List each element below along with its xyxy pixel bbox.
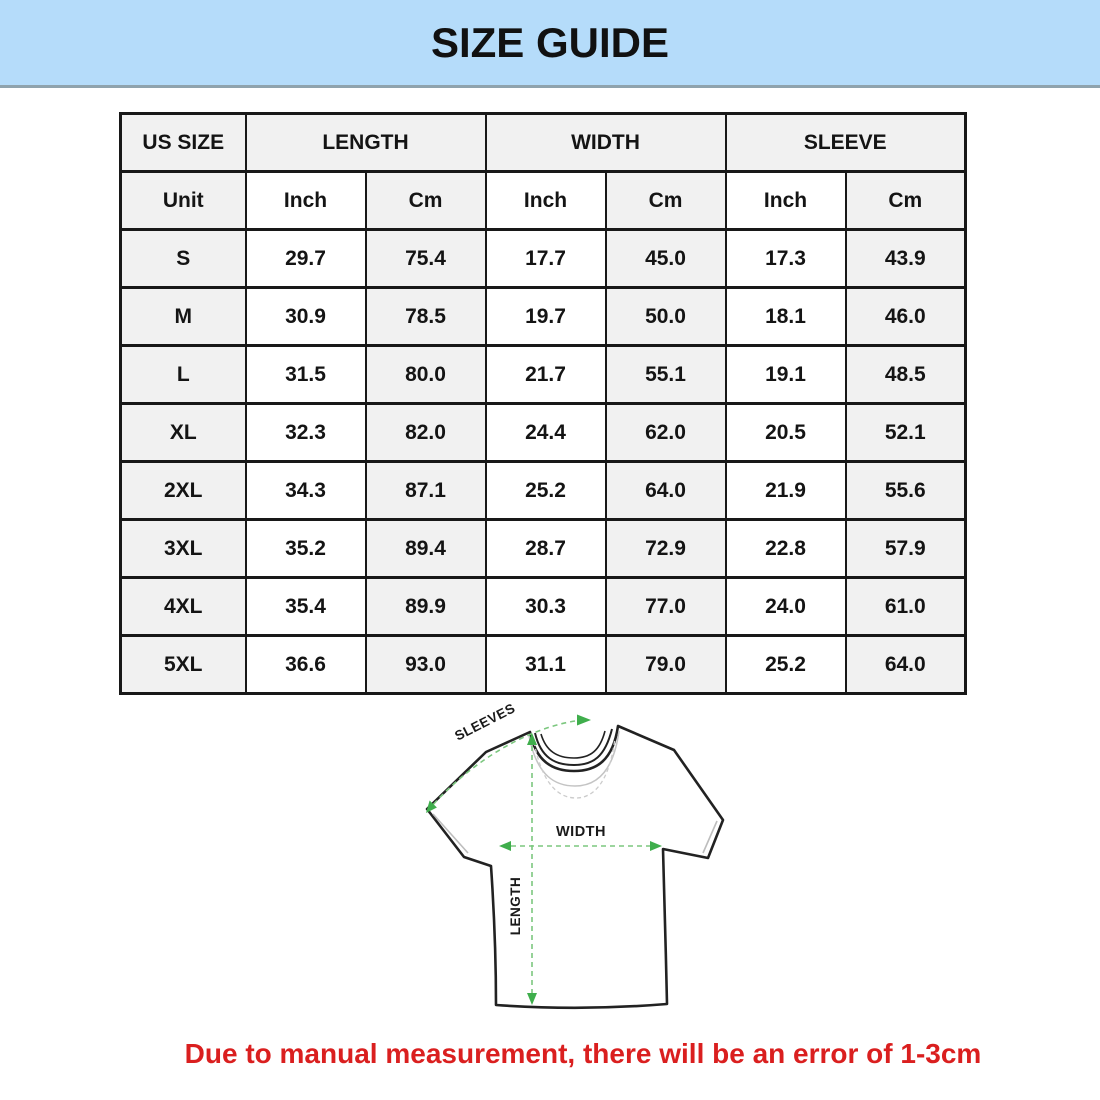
value-cell: 28.7 [486,520,606,578]
value-cell: 82.0 [366,404,486,462]
value-cell: 21.9 [726,462,846,520]
value-cell: 52.1 [846,404,966,462]
length-label: LENGTH [508,876,523,936]
value-cell: 93.0 [366,636,486,694]
size-label: 4XL [121,578,246,636]
unit-length-inch: Inch [246,172,366,230]
size-row-m [121,288,966,346]
measurement-note: Due to manual measurement, there will be an error of 1-3cm [184,1038,982,1069]
value-cell: 77.0 [606,578,726,636]
size-label: M [121,288,246,346]
size-label: S [121,230,246,288]
unit-width-cm: Cm [606,172,726,230]
unit-sleeve-cm: Cm [846,172,966,230]
value-cell: 61.0 [846,578,966,636]
size-row-l [121,346,966,404]
value-cell: 64.0 [846,636,966,694]
value-cell: 20.5 [726,404,846,462]
value-cell: 21.7 [486,346,606,404]
value-cell: 24.0 [726,578,846,636]
value-cell: 35.2 [246,520,366,578]
value-cell: 89.4 [366,520,486,578]
value-cell: 30.9 [246,288,366,346]
value-cell: 19.1 [726,346,846,404]
value-cell: 31.1 [486,636,606,694]
value-cell: 17.7 [486,230,606,288]
value-cell: 32.3 [246,404,366,462]
group-header-row [121,114,966,172]
value-cell: 31.5 [246,346,366,404]
unit-length-cm: Cm [366,172,486,230]
size-row-4xl [121,578,966,636]
width-label: WIDTH [555,824,607,840]
value-cell: 45.0 [606,230,726,288]
unit-width-inch: Inch [486,172,606,230]
value-cell: 30.3 [486,578,606,636]
unit-sleeve-inch: Inch [726,172,846,230]
value-cell: 43.9 [846,230,966,288]
value-cell: 89.9 [366,578,486,636]
value-cell: 55.6 [846,462,966,520]
value-cell: 36.6 [246,636,366,694]
value-cell: 29.7 [246,230,366,288]
value-cell: 72.9 [606,520,726,578]
header-sleeve: SLEEVE [726,114,966,172]
value-cell: 50.0 [606,288,726,346]
value-cell: 80.0 [366,346,486,404]
value-cell: 64.0 [606,462,726,520]
size-table [119,112,967,695]
size-label: 3XL [121,520,246,578]
sleeves-label: SLEEVES [452,700,518,744]
value-cell: 62.0 [606,404,726,462]
unit-label: Unit [121,172,246,230]
tshirt-diagram [390,680,790,1030]
value-cell: 46.0 [846,288,966,346]
value-cell: 48.5 [846,346,966,404]
collar-rib-line [541,731,605,758]
header-length: LENGTH [246,114,486,172]
size-label: 2XL [121,462,246,520]
value-cell: 24.4 [486,404,606,462]
value-cell: 35.4 [246,578,366,636]
sleeve-arrowhead-icon [577,715,591,726]
page-title: SIZE GUIDE [430,18,670,66]
unit-row [121,172,966,230]
header-width: WIDTH [486,114,726,172]
header-us-size: US SIZE [121,114,246,172]
size-row-2xl [121,462,966,520]
tshirt-outline-icon [427,726,723,1008]
size-label: XL [121,404,246,462]
value-cell: 22.8 [726,520,846,578]
value-cell: 25.2 [726,636,846,694]
banner [0,0,1100,88]
size-row-3xl [121,520,966,578]
value-cell: 79.0 [606,636,726,694]
value-cell: 17.3 [726,230,846,288]
size-label: L [121,346,246,404]
size-row-xl [121,404,966,462]
value-cell: 87.1 [366,462,486,520]
value-cell: 78.5 [366,288,486,346]
size-row-s [121,230,966,288]
size-label: 5XL [121,636,246,694]
value-cell: 25.2 [486,462,606,520]
value-cell: 57.9 [846,520,966,578]
value-cell: 55.1 [606,346,726,404]
value-cell: 18.1 [726,288,846,346]
value-cell: 19.7 [486,288,606,346]
value-cell: 75.4 [366,230,486,288]
value-cell: 34.3 [246,462,366,520]
